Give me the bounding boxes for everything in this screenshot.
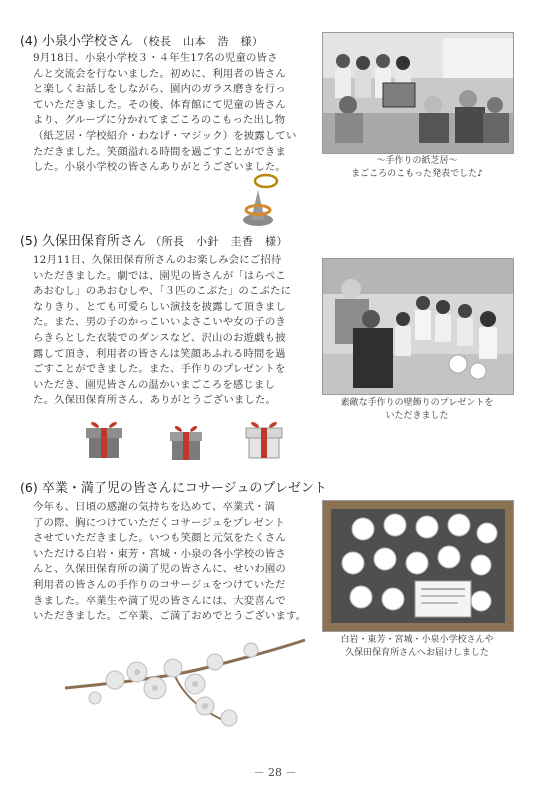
body-line: （紙芝居・学校紹介・わなげ・マジック）を披露してい: [33, 129, 297, 142]
corsage-photo: [322, 500, 514, 632]
body-line: いただき、園児皆さんの温かいまごころを感じまし: [33, 378, 276, 391]
page-number: － 28 －: [253, 766, 297, 779]
section-5-heading: [20, 232, 288, 251]
body-line: あおむし」のあおむしや、「３匹のこぶた」のこぶたに: [33, 285, 292, 298]
section-subtitle: （校長 山本 浩 様）: [137, 35, 264, 48]
body-line: 利用者の皆さんの手作りのコサージュをつけていただ: [33, 578, 286, 591]
body-line: より、グループに分かれてまごころのこもった出し物: [33, 114, 286, 127]
cherry-blossom-icon: [55, 628, 315, 742]
body-line: させていただきました。いつも笑顔と元気をたくさん: [33, 532, 286, 545]
section-number: (4): [20, 33, 38, 48]
caption-line: まごころのこもった発表でした♪: [351, 168, 483, 179]
kamishibai-photo: [322, 32, 514, 154]
nursery-performance-photo: [322, 258, 514, 395]
ring-toss-icon: [238, 170, 282, 234]
body-line: ていただきました。その後、体育館にて児童の皆さん: [33, 98, 286, 111]
section-6-heading: [20, 479, 327, 498]
body-line: いただける白岩・東芳・宮城・小泉の各小学校の皆さ: [33, 547, 286, 560]
nursery-caption: [322, 397, 512, 422]
caption-line: 白岩・東芳・宮城・小泉小学校さんや: [340, 635, 494, 645]
body-line: た。久保田保育所さん、ありがとうございました。: [33, 394, 277, 407]
section-title: 小泉小学校さん: [41, 34, 133, 49]
gift-box-red-icon: [82, 418, 126, 464]
caption-line: 久保田保育所さんへお届けしました: [345, 647, 489, 658]
body-line: んと、久保田保育所の満了児の皆さんに、せいわ園の: [33, 563, 286, 576]
body-line: なりきり、とても可愛らしい演技を披露して頂きまし: [33, 300, 286, 313]
body-line: いただきました。劇では、園児の皆さんが「はらぺこ: [33, 269, 286, 282]
body-line: した。小泉小学校の皆さんありがとうございました。: [33, 161, 286, 174]
section-title: 久保田保育所さん: [41, 234, 146, 249]
kamishibai-caption: [322, 155, 512, 180]
body-line: 9月18日、小泉小学校３・４年生17名の児童の皆さ: [33, 52, 278, 64]
body-line: と楽しくお話しをしながら、園内のガラス磨きを行っ: [33, 83, 286, 96]
caption-line: いただきました: [385, 410, 449, 421]
body-line: んと交流会を行ないました。初めに、利用者の皆さん: [33, 67, 286, 80]
body-line: きました。卒業生や満了児の皆さんには、大変喜んで: [33, 594, 286, 607]
body-line: 露して頂き、利用者の皆さんは笑顔あふれる時間を過: [33, 347, 286, 360]
section-subtitle: （所長 小針 圭香 様）: [150, 235, 289, 248]
section-title: 卒業・満了児の皆さんにコサージュのプレゼント: [41, 481, 327, 496]
body-line: らきらとした衣装でのダンスなど、沢山のお遊戯も披: [33, 331, 286, 344]
corsage-caption: [322, 634, 512, 659]
gift-box-silver-icon: [242, 418, 286, 464]
body-line: 今年も、日頃の感謝の気持ちを込めて、卒業式・満: [33, 501, 276, 513]
caption-line: 素敵な手作りの壁飾りのプレゼントを: [340, 398, 494, 408]
gift-box-gray-icon: [166, 422, 206, 466]
section-number: (5): [20, 233, 38, 248]
section-6-body: [33, 500, 306, 625]
section-4-heading: [20, 32, 264, 51]
section-5-body: [33, 253, 291, 409]
caption-line: ～手作りの紙芝居～: [376, 156, 458, 166]
body-line: た。また、男の子のかっこいいよさこいや女の子のき: [33, 316, 286, 329]
section-number: (6): [20, 480, 38, 495]
body-line: 12月11日、久保田保育所さんのお楽しみ会にご招待: [33, 254, 282, 266]
body-line: ごすことができました。また、手作りのプレゼントを: [33, 363, 286, 376]
body-line: ただきました。笑顔溢れる時間を過ごすことができま: [33, 145, 286, 158]
section-4-body: [33, 51, 297, 176]
body-line: 了の際、胸につけていただくコサージュをプレゼント: [33, 516, 285, 529]
body-line: いただきました。ご卒業、ご満了おめでとうございます。: [33, 610, 307, 623]
